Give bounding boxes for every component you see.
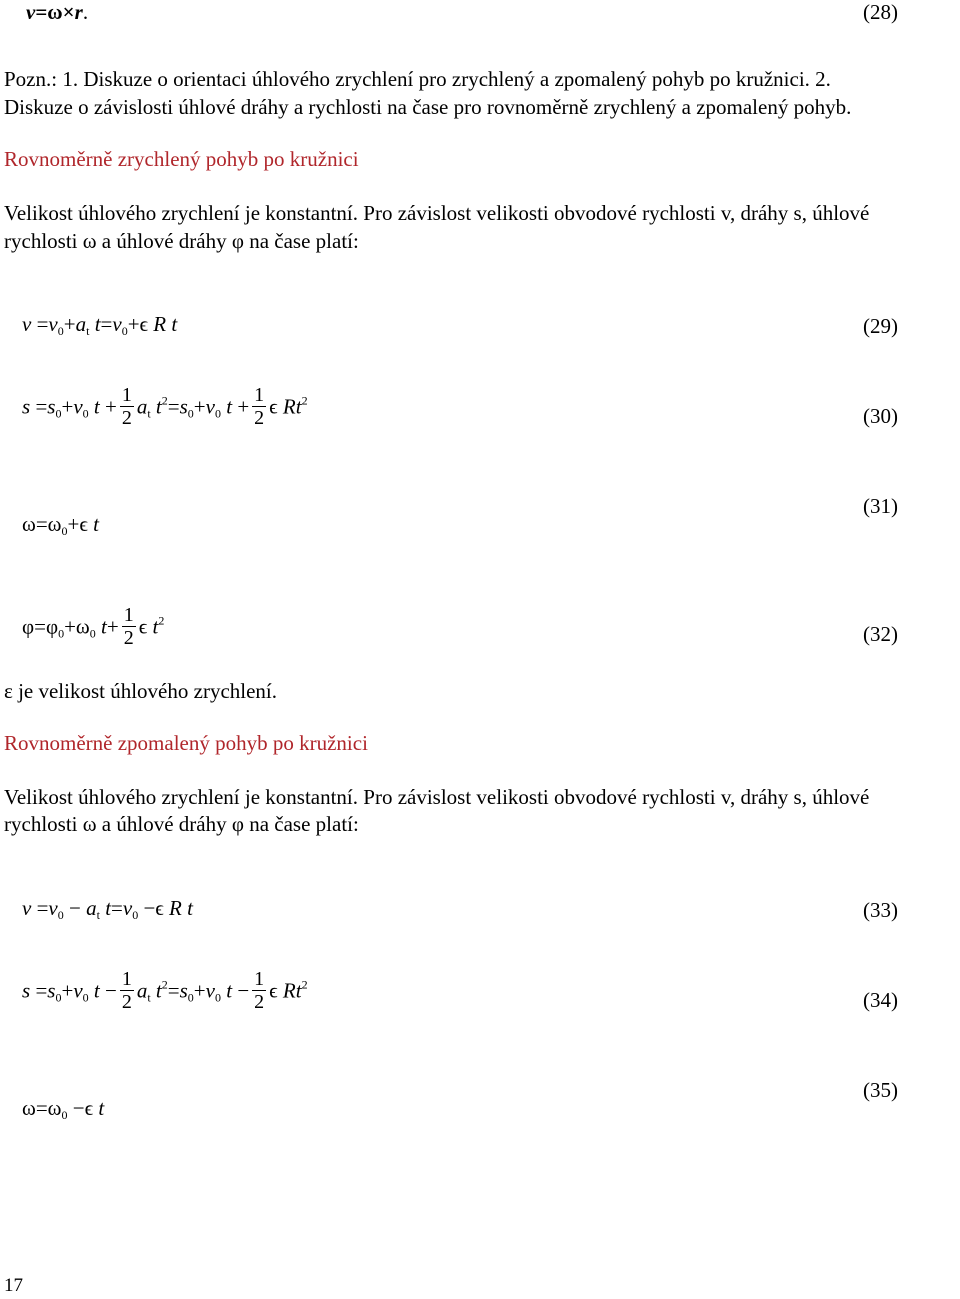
equation-number-30: (30) <box>863 404 898 428</box>
equation-number-31: (31) <box>863 494 898 518</box>
equation-29: $v =v_0+a_t$ $t=v_0+\epsilon$ R t <box>22 312 178 338</box>
equation-35: $\omega=\omega_0 -\epsilon$ t <box>22 1096 105 1122</box>
equation-31: $\omega=\omega_0+\epsilon$ t <box>22 512 99 538</box>
equation-32: $\varphi=\varphi_0+\omega_0$ t+ $\frac{1}{2}$ ϵ $t^2$ <box>22 604 165 649</box>
section2-paragraph-line-1: Velikost úhlového zrychlení je konstantní. Pro závislost velikosti obvodové rychlosti v, dráhy s, úhlové <box>4 785 870 809</box>
page-number: 17 <box>4 1275 23 1296</box>
equation-33: $v =v_0 - a_t$ $t=v_0 -\epsilon$ R t <box>22 896 193 922</box>
note-line-1: Pozn.: 1. Diskuze o orientaci úhlového zrychlení pro zrychlený a zpomalený pohyb po kružnici. 2. <box>4 67 831 91</box>
section1-paragraph-line-1: Velikost úhlového zrychlení je konstantní. Pro závislost velikosti obvodové rychlosti v, dráhy s, úhlové <box>4 201 870 225</box>
equation-number-28: (28) <box>863 0 898 24</box>
section-heading-accelerated: Rovnoměrně zrychlený pohyb po kružnici <box>4 147 359 171</box>
section2-paragraph-line-2: rychlosti ω a úhlové dráhy φ na čase platí: <box>4 812 359 836</box>
equation-number-29: (29) <box>863 314 898 338</box>
equation-30: $s =s_0+v_0$ t + $\frac{1}{2}$ $a_t$ $t^2=s_0+v_0$ t + $\frac{1}{2}$ ϵ Rt$^2$ <box>22 384 308 429</box>
equation-number-33: (33) <box>863 898 898 922</box>
epsilon-note: ε je velikost úhlového zrychlení. <box>4 679 277 703</box>
equation-34: $s =s_0+v_0$ t − $\frac{1}{2}$ $a_t$ $t^2=s_0+v_0$ t − $\frac{1}{2}$ ϵ Rt$^2$ <box>22 968 308 1013</box>
equation-number-32: (32) <box>863 622 898 646</box>
equation-number-34: (34) <box>863 988 898 1012</box>
section-heading-decelerated: Rovnoměrně zpomalený pohyb po kružnici <box>4 731 368 755</box>
equation-number-35: (35) <box>863 1078 898 1102</box>
note-line-2: Diskuze o závislosti úhlové dráhy a rychlosti na čase pro rovnoměrně zrychlený a zpomalený pohyb. <box>4 95 852 119</box>
section1-paragraph-line-2: rychlosti ω a úhlové dráhy φ na čase platí: <box>4 229 359 253</box>
equation-28: v=ω×r. <box>26 0 89 24</box>
